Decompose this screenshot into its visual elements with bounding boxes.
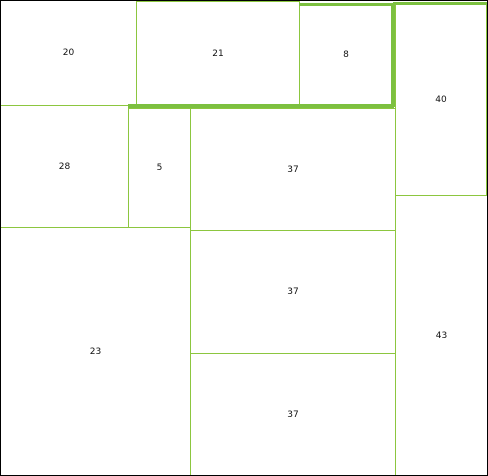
cell-23 [0,227,191,476]
highlight-bottom-row [128,104,394,108]
highlight-top-40 [393,2,488,5]
cell-5 [128,108,191,228]
cell-8 [299,4,393,106]
cell-43 [395,195,488,476]
cell-label: 20 [62,48,75,58]
cell-label: 43 [435,330,448,341]
cell-21 [136,1,300,106]
highlight-right-8 [391,3,395,107]
cell-37-middle [190,230,396,354]
cell-label: 37 [287,164,299,175]
cell-label: 37 [287,409,299,420]
cell-label: 8 [343,50,349,60]
cell-20 [0,0,137,106]
cell-label: 28 [58,161,71,172]
cell-37-top [190,108,396,231]
highlight-top-8 [299,3,395,6]
cell-37-bottom [190,353,396,476]
cell-28 [0,105,129,228]
cell-label: 21 [212,48,224,59]
cell-label: 37 [287,287,299,297]
cell-label: 23 [89,346,102,357]
cell-label: 40 [435,95,447,105]
cell-40 [395,4,487,196]
cell-label: 5 [156,163,163,173]
